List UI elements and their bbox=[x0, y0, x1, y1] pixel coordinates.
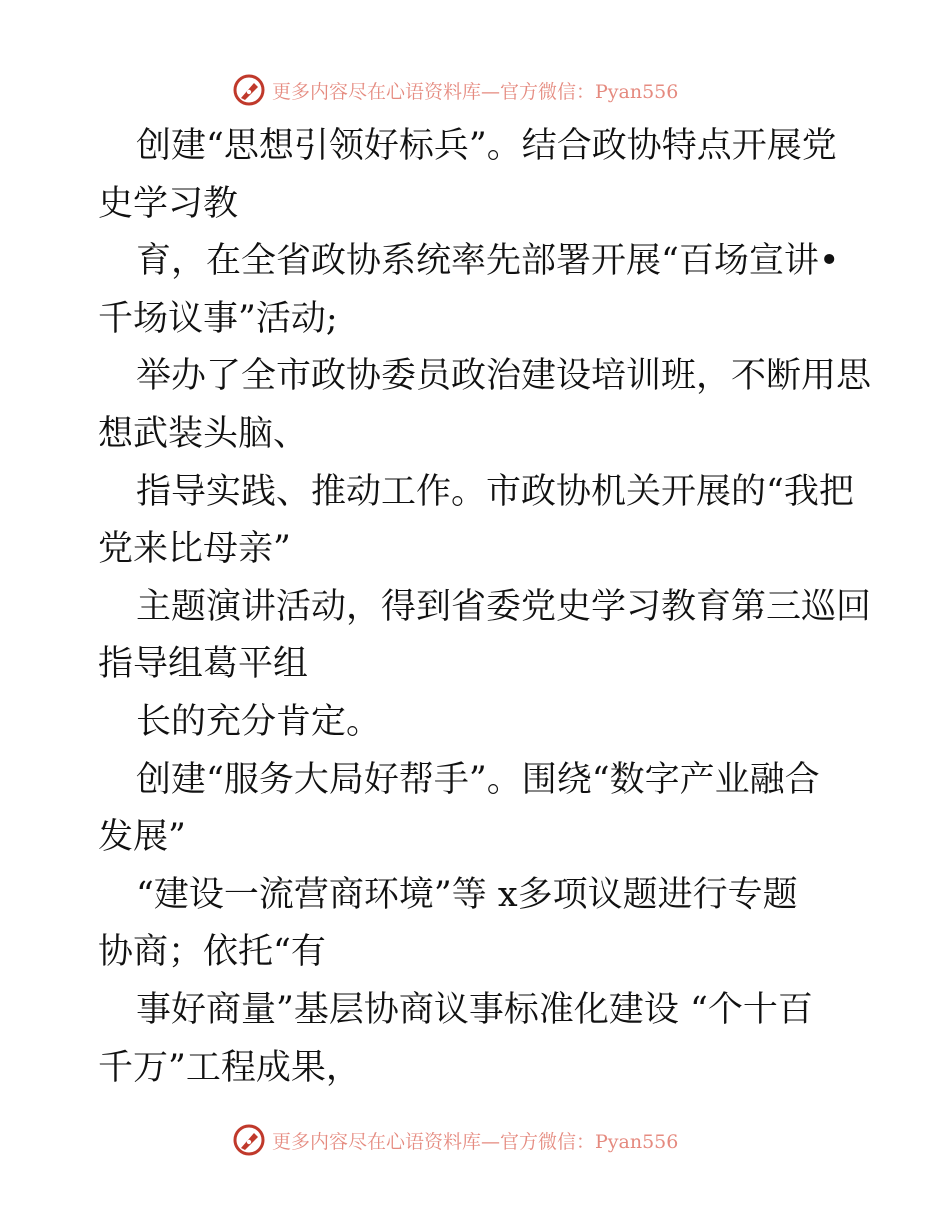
paragraph-line: 指导实践、推动工作。市政协机关开展的“我把 bbox=[136, 471, 854, 512]
paragraph-line: 史学习教 bbox=[98, 183, 239, 224]
paragraph-line: 育，在全省政协系统率先部署开展“百场宣讲• bbox=[136, 241, 840, 282]
paragraph-line: 千万”工程成果， bbox=[98, 1047, 361, 1088]
paragraph-line: 举办了全市政协委员政治建设培训班，不断用思 bbox=[136, 356, 872, 397]
paragraph-line: 千场议事”活动; bbox=[98, 298, 338, 339]
pen-nib-logo-icon bbox=[232, 73, 266, 107]
paragraph-line: 发展” bbox=[98, 817, 186, 858]
footer-banner bbox=[232, 1122, 678, 1158]
paragraph-line: 创建“思想引领好标兵”。结合政协特点开展党 bbox=[136, 126, 837, 166]
paragraph-line: 指导组葛平组 bbox=[98, 644, 309, 685]
paragraph-line: 创建“服务大局好帮手”。围绕“数字产业融合 bbox=[136, 759, 820, 800]
footer-banner-text: 更多内容尽在心语资料库—官方微信：Pyan556 bbox=[272, 1130, 679, 1153]
header-banner bbox=[232, 72, 678, 108]
paragraph-line: “建设一流营商环境”等 x多项议题进行专题 bbox=[136, 874, 798, 915]
paragraph-line: 想武装头脑、 bbox=[98, 413, 309, 454]
paragraph-line: 协商；依托“有 bbox=[98, 932, 326, 973]
paragraph-line: 长的充分肯定。 bbox=[136, 701, 382, 742]
pen-nib-logo-icon bbox=[232, 1123, 266, 1157]
paragraph-line: 主题演讲活动，得到省委党史学习教育第三巡回 bbox=[136, 586, 872, 627]
paragraph-line: 事好商量”基层协商议事标准化建设 “个十百 bbox=[136, 989, 813, 1030]
document-body bbox=[98, 118, 872, 1097]
header-banner-text: 更多内容尽在心语资料库—官方微信：Pyan556 bbox=[272, 80, 679, 103]
paragraph-line: 党来比母亲” bbox=[98, 529, 291, 570]
